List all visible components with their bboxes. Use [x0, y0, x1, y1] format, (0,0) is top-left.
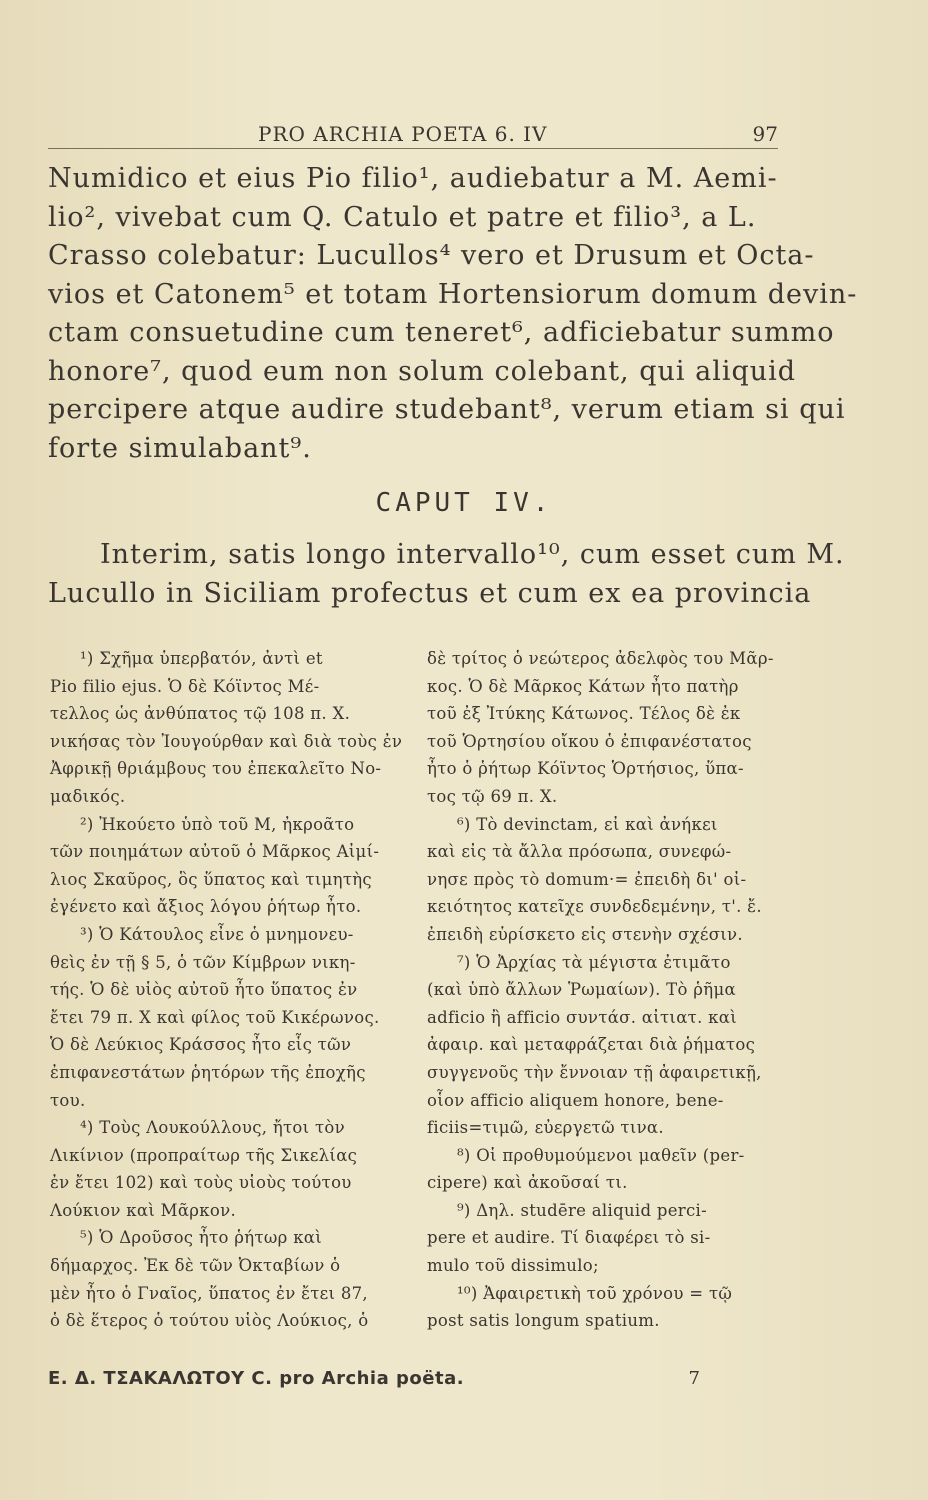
footnote-line: ⁴) Τοὺς Λουκούλλους, ἤτοι τὸν — [80, 1118, 345, 1138]
footnote-line: οἷον afficio aliquem honore, bene- — [427, 1090, 724, 1110]
footnote-line: Λούκιον καὶ Μᾶρκον. — [50, 1200, 236, 1220]
footnotes-right-column — [427, 645, 777, 1335]
footnote-line: δήμαρχος. Ἐκ δὲ τῶν Ὀκταβίων ὁ — [50, 1256, 341, 1276]
text-line: lio², vivebat cum Q. Catulo et patre et filio³, a L. — [48, 201, 757, 233]
footnote-line: τος τῷ 69 π. Χ. — [427, 786, 558, 806]
footnotes-left-column — [50, 645, 403, 1335]
footnote-line: ³) Ὁ Κάτουλος εἶνε ὁ μνημονευ- — [80, 924, 354, 944]
footnote-line: δὲ τρίτος ὁ νεώτερος ἀδελφὸς του Μᾶρ- — [427, 649, 774, 668]
footnote-line: μαδικός. — [50, 786, 126, 806]
text-line: vios et Catonem⁵ et totam Hortensiorum domum devin- — [48, 278, 858, 310]
text-line: Lucullo in Siciliam profectus et cum ex ea provincia — [48, 578, 812, 609]
footnote-line: ²) Ἠκούετο ὑπὸ τοῦ Μ, ἠκροᾶτο — [80, 814, 355, 834]
footnote-line: νικήσας τὸν Ἰουγούρθαν καὶ διὰ τοὺς ἐν — [50, 731, 403, 751]
footnote-line: συγγενοῦς τὴν ἔννοιαν τῇ ἀφαιρετικῇ, — [427, 1062, 762, 1082]
footnote-line: Λικίνιον (προπραίτωρ τῆς Σικελίας — [50, 1145, 358, 1165]
footnote-line: ἐπειδὴ εὑρίσκετο εἰς στενὴν σχέσιν. — [427, 924, 743, 944]
footnote-line: ἔτει 79 π. Χ καὶ φίλος τοῦ Κικέρωνος. — [50, 1007, 380, 1027]
text-line: forte simulabant⁹. — [48, 432, 312, 464]
text-line: Numidico et eius Pio filio¹, audiebatur a M. Aemi- — [48, 163, 778, 194]
main-text — [48, 160, 858, 468]
sheet-number: 7 — [688, 1368, 700, 1389]
footnote-line: ⁸) Οἱ προθυμούμενοι μαθεῖν (per- — [457, 1145, 745, 1165]
footnote-line: τοῦ Ὁρτησίου οἴκου ὁ ἐπιφανέστατος — [427, 731, 752, 751]
signature-mark: Ε. Δ. ΤΣΑΚΑΛΩΤΟΥ C. pro Archia poëta. — [48, 1368, 465, 1389]
footnote-line: λιος Σκαῦρος, ὃς ὕπατος καὶ τιμητὴς — [50, 869, 372, 889]
footnote-line: του. — [50, 1090, 86, 1110]
footnote-line: ⁵) Ὁ Δροῦσος ἦτο ῥήτωρ καὶ — [80, 1228, 323, 1248]
footnote-line: τής. Ὁ δὲ υἱὸς αὐτοῦ ἦτο ὕπατος ἐν — [50, 980, 358, 1000]
footnote-line: ⁷) Ὁ Ἀρχίας τὰ μέγιστα ἐτιμᾶτο — [457, 952, 731, 972]
text-line: Interim, satis longo intervallo¹⁰, cum esset cum M. — [100, 539, 845, 570]
footnote-line: ἀφαιρ. καὶ μεταφράζεται διὰ ῥήματος — [427, 1035, 756, 1055]
footnote-line: κειότητος κατεῖχε συνδεδεμένην, τ'. ἔ. — [427, 897, 762, 917]
running-head — [48, 118, 778, 149]
footnote-line: τελλος ὡς ἀνθύπατος τῷ 108 π. Χ. — [50, 704, 351, 724]
footnote-line: Ὁ δὲ Λεύκιος Κράσσος ἦτο εἷς τῶν — [50, 1035, 352, 1055]
footnote-line: καὶ εἰς τὰ ἄλλα πρόσωπα, συνεφώ- — [427, 842, 732, 862]
footnote-line: ¹⁰) Ἀφαιρετικὴ τοῦ χρόνου = τῷ — [457, 1283, 733, 1303]
footnote-line: ⁹) Δηλ. studēre aliquid perci- — [457, 1200, 707, 1220]
footnote-line: ἦτο ὁ ῥήτωρ Κόϊντος Ὁρτήσιος, ὕπα- — [427, 759, 744, 779]
chapter-text — [48, 535, 845, 613]
footnote-line: ⁶) Τὸ devinctam, εἰ καὶ ἀνήκει — [457, 814, 718, 834]
footnote-line: νησε πρὸς τὸ domum·= ἐπειδὴ δι' οἰ- — [427, 869, 747, 889]
footnote-line: τῶν ποιημάτων αὐτοῦ ὁ Μᾶρκος Αἰμί- — [50, 842, 380, 862]
running-title: PRO ARCHIA POETA 6. IV — [258, 122, 548, 146]
text-line: honore⁷, quod eum non solum colebant, qui aliquid — [48, 355, 797, 387]
footnote-line: (καὶ ὑπὸ ἄλλων Ῥωμαίων). Τὸ ῥῆμα — [427, 980, 736, 1000]
page-footer — [48, 1368, 778, 1392]
footnote-line: ὁ δὲ ἕτερος ὁ τούτου υἱὸς Λούκιος, ὁ — [50, 1311, 369, 1331]
footnote-line: τοῦ ἐξ Ἰτύκης Κάτωνος. Τέλος δὲ ἐκ — [427, 704, 741, 724]
footnote-line: μὲν ἦτο ὁ Γναῖος, ὕπατος ἐν ἔτει 87, — [50, 1283, 368, 1303]
footnote-line: mulo τοῦ dissimulo; — [427, 1256, 599, 1276]
footnote-line: κος. Ὁ δὲ Μᾶρκος Κάτων ἦτο πατὴρ — [427, 676, 739, 696]
text-line: ctam consuetudine cum teneret⁶, adficiebatur summo — [48, 317, 835, 348]
footnote-line: Ἀφρικῇ θριάμβους του ἐπεκαλεῖτο Νο- — [50, 759, 382, 779]
footnote-line: pere et audire. Τί διαφέρει τὸ si- — [427, 1228, 711, 1248]
page-number: 97 — [752, 122, 778, 146]
footnote-line: ἐγένετο καὶ ἄξιος λόγου ῥήτωρ ἦτο. — [50, 897, 362, 917]
footnote-line: ¹) Σχῆμα ὑπερβατόν, ἀντὶ et — [80, 649, 323, 668]
chapter-heading: CAPUT IV. — [375, 488, 553, 518]
text-line: percipere atque audire studebant⁸, verum etiam si qui — [48, 394, 846, 425]
footnote-line: post satis longum spatium. — [427, 1311, 660, 1331]
footnote-line: ἐπιφανεστάτων ῥητόρων τῆς ἐποχῆς — [50, 1062, 366, 1082]
footnote-line: adficio ἢ afficio συντάσ. αἰτιατ. καὶ — [427, 1007, 737, 1027]
footnote-line: cipere) καὶ ἀκοῦσαί τι. — [427, 1173, 628, 1193]
footnote-line: ἐν ἔτει 102) καὶ τοὺς υἱοὺς τούτου — [50, 1173, 352, 1193]
footnote-line: θεὶς ἐν τῇ § 5, ὁ τῶν Κίμβρων νικη- — [50, 952, 356, 972]
footnote-line: ficiis=τιμῶ, εὐεργετῶ τινα. — [427, 1118, 664, 1138]
text-line: Crasso colebatur: Lucullos⁴ vero et Drusum et Octa- — [48, 240, 815, 271]
footnote-line: Pio filio ejus. Ὁ δὲ Κόϊντος Μέ- — [50, 676, 320, 696]
